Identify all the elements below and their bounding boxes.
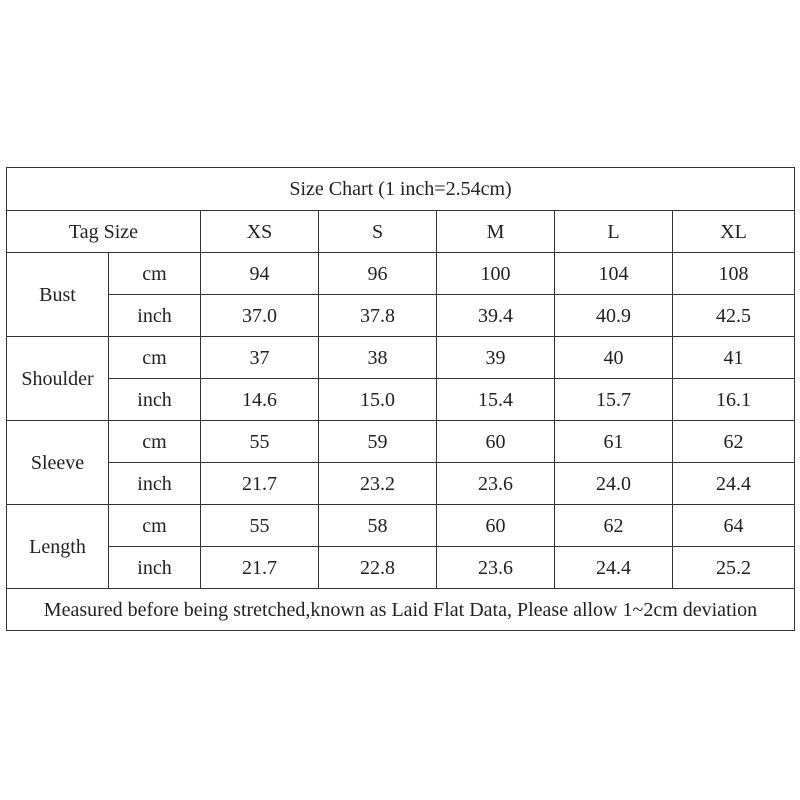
table-cell: 40.9	[555, 295, 673, 337]
unit-label-cm: cm	[109, 337, 201, 379]
table-cell: 37	[201, 337, 319, 379]
unit-label-inch: inch	[109, 463, 201, 505]
table-cell: 62	[555, 505, 673, 547]
measure-label-length: Length	[7, 505, 109, 589]
unit-label-cm: cm	[109, 421, 201, 463]
header-row	[7, 211, 795, 253]
table-cell: 14.6	[201, 379, 319, 421]
bust-inch-row	[7, 295, 795, 337]
tag-size-header: Tag Size	[7, 211, 201, 253]
size-header-l: L	[555, 211, 673, 253]
table-cell: 25.2	[673, 547, 795, 589]
size-header-m: M	[437, 211, 555, 253]
unit-label-inch: inch	[109, 379, 201, 421]
chart-title: Size Chart (1 inch=2.54cm)	[7, 168, 795, 211]
table-cell: 24.4	[673, 463, 795, 505]
table-cell: 59	[319, 421, 437, 463]
table-cell: 41	[673, 337, 795, 379]
size-header-xl: XL	[673, 211, 795, 253]
sleeve-cm-row	[7, 421, 795, 463]
table-cell: 42.5	[673, 295, 795, 337]
bust-cm-row	[7, 253, 795, 295]
table-cell: 15.7	[555, 379, 673, 421]
table-cell: 104	[555, 253, 673, 295]
table-cell: 15.0	[319, 379, 437, 421]
table-cell: 60	[437, 505, 555, 547]
table-cell: 23.6	[437, 547, 555, 589]
table-cell: 62	[673, 421, 795, 463]
table-cell: 55	[201, 421, 319, 463]
table-cell: 38	[319, 337, 437, 379]
size-chart-table	[6, 167, 795, 631]
table-cell: 21.7	[201, 547, 319, 589]
table-cell: 37.8	[319, 295, 437, 337]
table-cell: 58	[319, 505, 437, 547]
table-cell: 21.7	[201, 463, 319, 505]
table-cell: 61	[555, 421, 673, 463]
table-cell: 96	[319, 253, 437, 295]
measure-label-shoulder: Shoulder	[7, 337, 109, 421]
table-cell: 39	[437, 337, 555, 379]
table-cell: 39.4	[437, 295, 555, 337]
table-cell: 60	[437, 421, 555, 463]
table-cell: 23.2	[319, 463, 437, 505]
table-cell: 24.4	[555, 547, 673, 589]
size-header-xs: XS	[201, 211, 319, 253]
measure-label-bust: Bust	[7, 253, 109, 337]
table-cell: 108	[673, 253, 795, 295]
table-cell: 23.6	[437, 463, 555, 505]
shoulder-cm-row	[7, 337, 795, 379]
note-row	[7, 589, 795, 631]
table-cell: 100	[437, 253, 555, 295]
size-header-s: S	[319, 211, 437, 253]
table-cell: 94	[201, 253, 319, 295]
table-cell: 40	[555, 337, 673, 379]
size-chart-body	[7, 168, 795, 631]
table-cell: 37.0	[201, 295, 319, 337]
table-cell: 24.0	[555, 463, 673, 505]
measure-label-sleeve: Sleeve	[7, 421, 109, 505]
length-cm-row	[7, 505, 795, 547]
unit-label-inch: inch	[109, 547, 201, 589]
unit-label-inch: inch	[109, 295, 201, 337]
table-cell: 16.1	[673, 379, 795, 421]
table-cell: 55	[201, 505, 319, 547]
table-cell: 64	[673, 505, 795, 547]
sleeve-inch-row	[7, 463, 795, 505]
measurement-note: Measured before being stretched,known as Laid Flat Data, Please allow 1~2cm deviation	[7, 589, 795, 631]
table-cell: 22.8	[319, 547, 437, 589]
table-cell: 15.4	[437, 379, 555, 421]
unit-label-cm: cm	[109, 505, 201, 547]
shoulder-inch-row	[7, 379, 795, 421]
unit-label-cm: cm	[109, 253, 201, 295]
length-inch-row	[7, 547, 795, 589]
title-row	[7, 168, 795, 211]
